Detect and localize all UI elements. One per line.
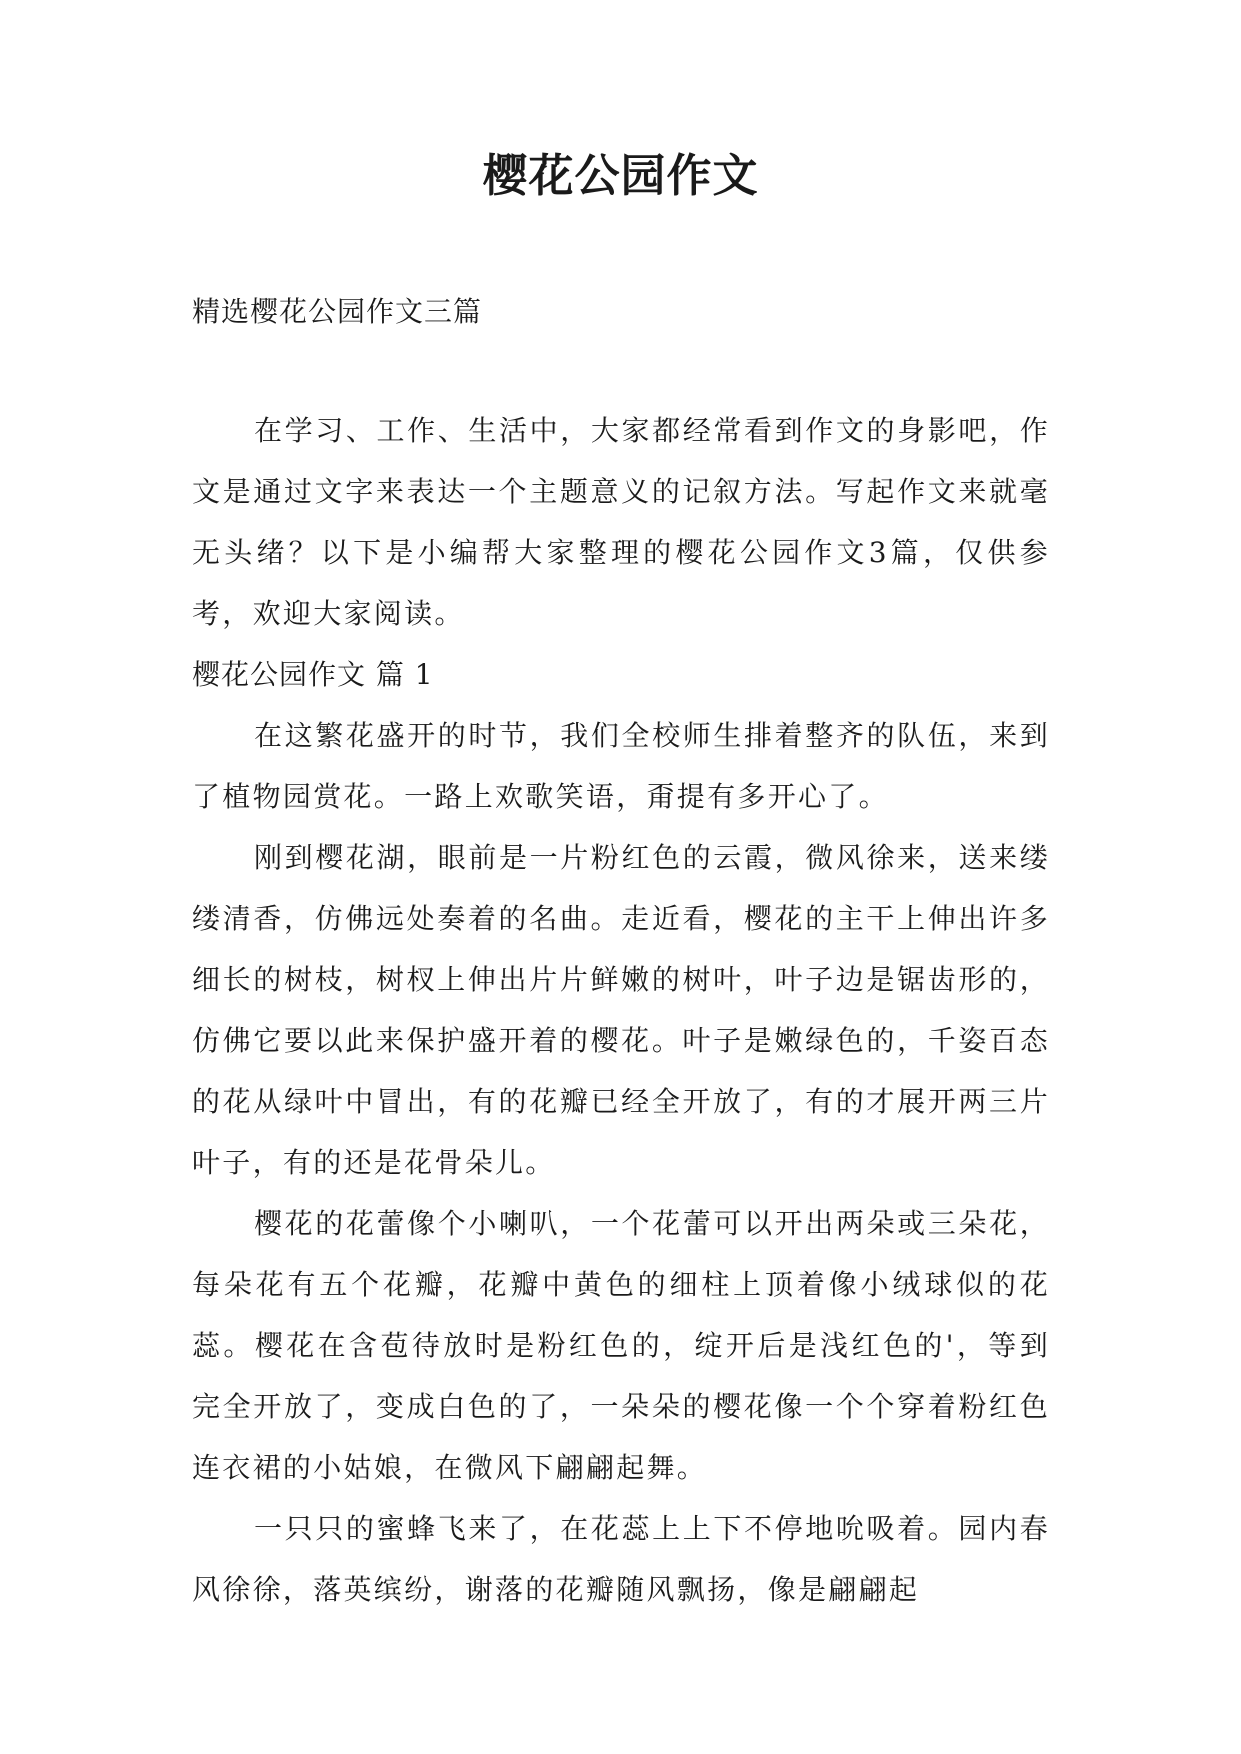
body-paragraph: 樱花的花蕾像个小喇叭，一个花蕾可以开出两朵或三朵花，每朵花有五个花瓣，花瓣中黄色的细柱上顶着像小绒球似的花蕊。樱花在含苞待放时是粉红色的，绽开后是浅红色的'，等到完全开放了，变成白色的了，一朵朵的樱花像一个个穿着粉红色连衣裙的小姑娘，在微风下翩翩起舞。: [192, 1207, 1050, 1484]
document-subtitle: 精选樱花公园作文三篇: [192, 295, 483, 328]
body-paragraph: 在这繁花盛开的时节，我们全校师生排着整齐的队伍，来到了植物园赏花。一路上欢歌笑语，甭提有多开心了。: [192, 719, 1050, 813]
intro-paragraph: 在学习、工作、生活中，大家都经常看到作文的身影吧，作文是通过文字来表达一个主题意义的记叙方法。写起作文来就毫无头绪？以下是小编帮大家整理的樱花公园作文3篇，仅供参考，欢迎大家阅读。: [192, 414, 1050, 630]
section-heading: 樱花公园作文 篇 1: [192, 658, 434, 691]
document-body: [192, 400, 1050, 1620]
body-paragraph: 一只只的蜜蜂飞来了，在花蕊上上下不停地吮吸着。园内春风徐徐，落英缤纷，谢落的花瓣随风飘扬，像是翩翩起: [192, 1512, 1050, 1606]
body-paragraph: 刚到樱花湖，眼前是一片粉红色的云霞，微风徐来，送来缕缕清香，仿佛远处奏着的名曲。走近看，樱花的主干上伸出许多细长的树枝，树杈上伸出片片鲜嫩的树叶，叶子边是锯齿形的，仿佛它要以此来保护盛开着的樱花。叶子是嫩绿色的，千姿百态的花从绿叶中冒出，有的花瓣已经全开放了，有的才展开两三片叶子，有的还是花骨朵儿。: [192, 841, 1050, 1179]
document-title: 樱花公园作文: [482, 149, 759, 202]
